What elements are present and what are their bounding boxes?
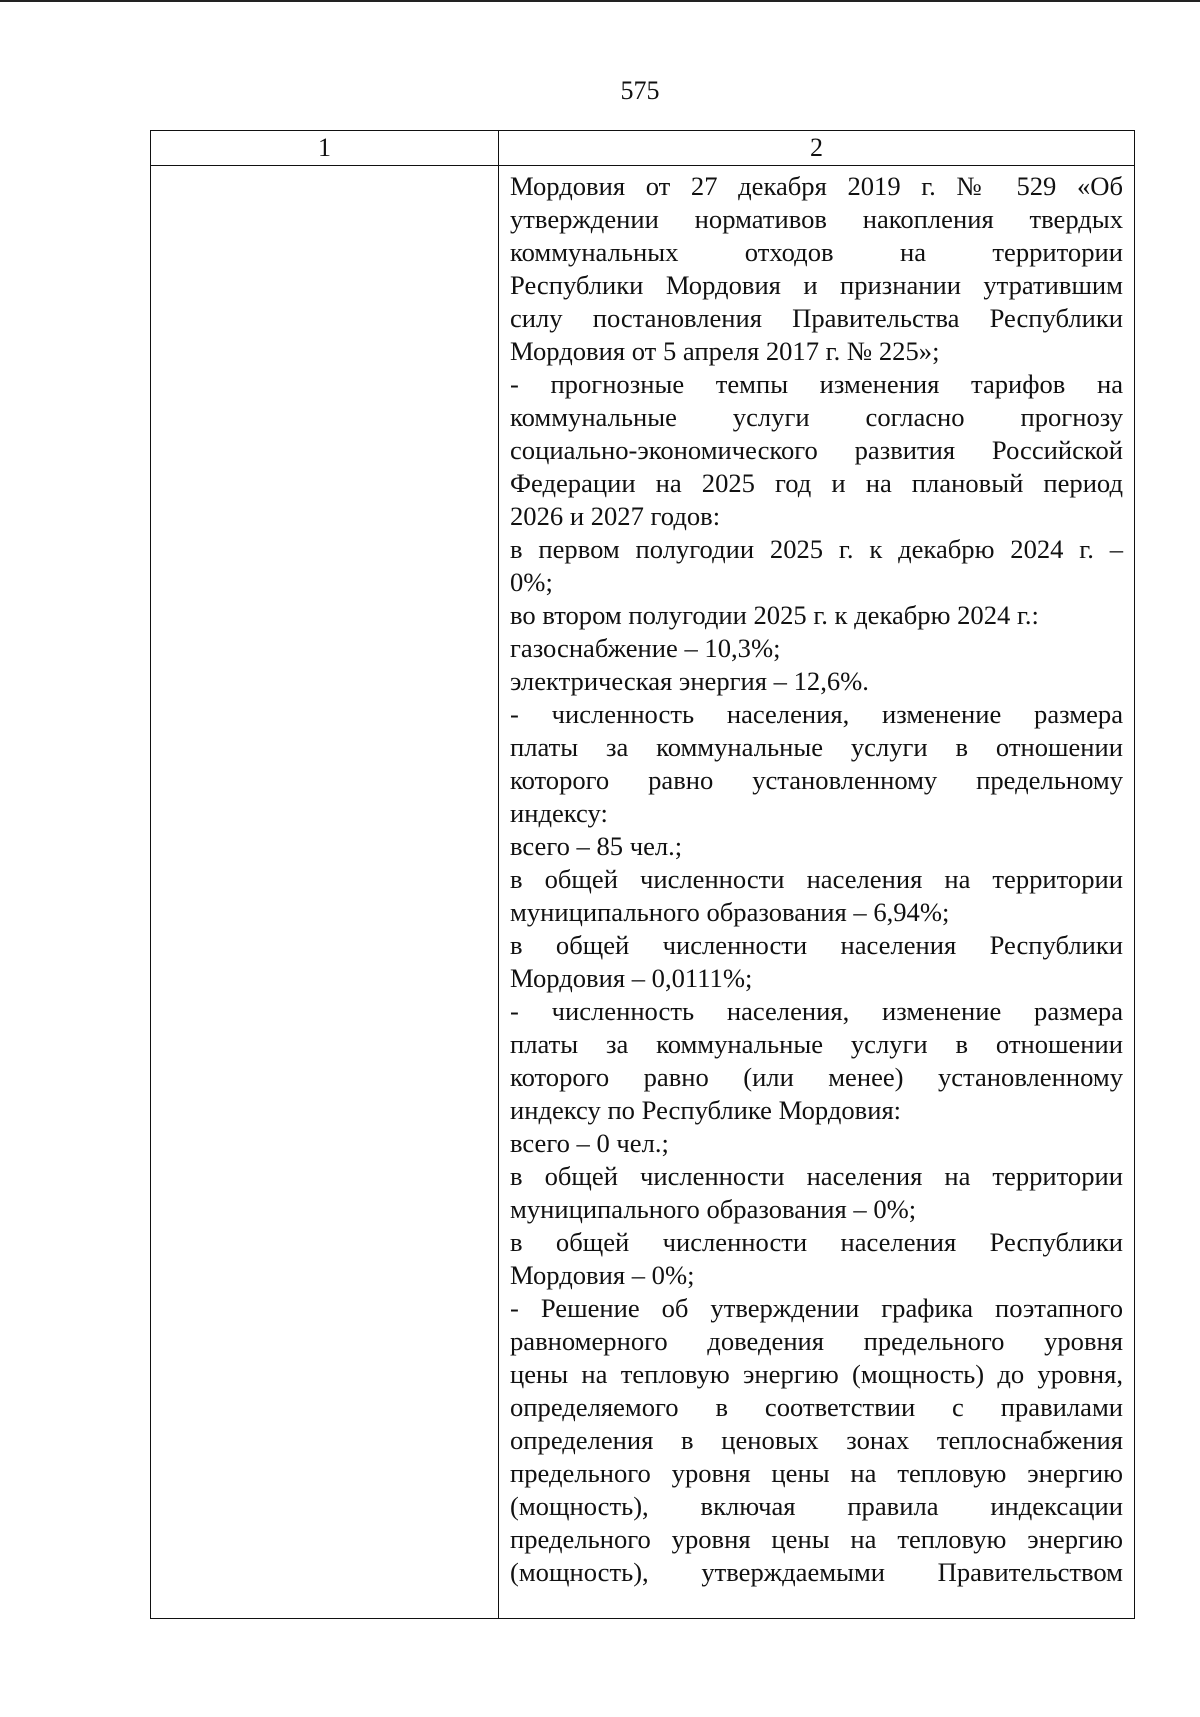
- text-line: платы за коммунальные услуги в отношении: [510, 1029, 1123, 1059]
- text-line: всего – 0 чел.;: [510, 1128, 669, 1158]
- text-line: в первом полугодии 2025 г. к декабрю 2024 г. –: [510, 534, 1123, 564]
- text-line: равномерного доведения предельного уровня: [510, 1326, 1123, 1356]
- text-line: - прогнозные темпы изменения тарифов на: [510, 369, 1123, 399]
- column-2-text: [499, 166, 1134, 1589]
- text-line: утверждении нормативов накопления твердых: [510, 204, 1123, 234]
- text-line: всего – 85 чел.;: [510, 831, 683, 861]
- text-line: Федерации на 2025 год и на плановый период: [510, 468, 1123, 498]
- column-2-cell: [499, 166, 1135, 1619]
- table-header-row: [151, 131, 1135, 166]
- text-line: социально-экономического развития Российской: [510, 435, 1123, 465]
- column-1-cell: [151, 166, 499, 1619]
- top-border-line: [0, 0, 1200, 2]
- text-line: силу постановления Правительства Республики: [510, 303, 1123, 333]
- text-line: в общей численности населения на территории: [510, 864, 1123, 894]
- text-line: Мордовия – 0%;: [510, 1260, 695, 1290]
- text-line: которого равно установленному предельному: [510, 765, 1123, 795]
- text-line: электрическая энергия – 12,6%.: [510, 666, 869, 696]
- page-number: 575: [620, 76, 660, 105]
- text-line: индексу:: [510, 798, 608, 828]
- text-line: - численность населения, изменение размера: [510, 699, 1123, 729]
- column-header-1: 1: [151, 131, 499, 166]
- text-line: газоснабжение – 10,3%;: [510, 633, 781, 663]
- text-line: во втором полугодии 2025 г. к декабрю 2024 г.:: [510, 600, 1039, 630]
- text-line: в общей численности населения Республики: [510, 1227, 1123, 1257]
- column-header-2: 2: [499, 131, 1135, 166]
- text-line: которого равно (или менее) установленному: [510, 1062, 1123, 1092]
- text-line: муниципального образования – 0%;: [510, 1194, 917, 1224]
- text-line: платы за коммунальные услуги в отношении: [510, 732, 1123, 762]
- text-line: Мордовия от 5 апреля 2017 г. № 225»;: [510, 336, 940, 366]
- text-line: 2026 и 2027 годов:: [510, 501, 721, 531]
- text-line: определяемого в соответствии с правилами: [510, 1392, 1123, 1422]
- text-line: коммунальных отходов на территории: [510, 237, 1123, 267]
- text-line: в общей численности населения на территории: [510, 1161, 1123, 1191]
- text-line: цены на тепловую энергию (мощность) до уровня,: [510, 1359, 1123, 1389]
- text-line: предельного уровня цены на тепловую энергию: [510, 1458, 1123, 1488]
- text-line: индексу по Республике Мордовия:: [510, 1095, 902, 1125]
- text-line: муниципального образования – 6,94%;: [510, 897, 950, 927]
- text-line: (мощность), включая правила индексации: [510, 1491, 1123, 1521]
- text-line: Мордовия – 0,0111%;: [510, 963, 753, 993]
- text-line: коммунальные услуги согласно прогнозу: [510, 402, 1123, 432]
- text-line: в общей численности населения Республики: [510, 930, 1123, 960]
- text-line: - Решение об утверждении графика поэтапного: [510, 1293, 1123, 1323]
- text-line: Республики Мордовия и признании утратившим: [510, 270, 1123, 300]
- document-table: [150, 130, 1135, 1619]
- text-line: - численность населения, изменение размера: [510, 996, 1123, 1026]
- text-line: Мордовия от 27 декабря 2019 г. № 529 «Об: [510, 171, 1123, 201]
- text-line: (мощность), утверждаемыми Правительством: [510, 1557, 1123, 1587]
- text-line: 0%;: [510, 567, 553, 597]
- text-line: предельного уровня цены на тепловую энергию: [510, 1524, 1123, 1554]
- table-row: [151, 166, 1135, 1619]
- text-line: определения в ценовых зонах теплоснабжения: [510, 1425, 1123, 1455]
